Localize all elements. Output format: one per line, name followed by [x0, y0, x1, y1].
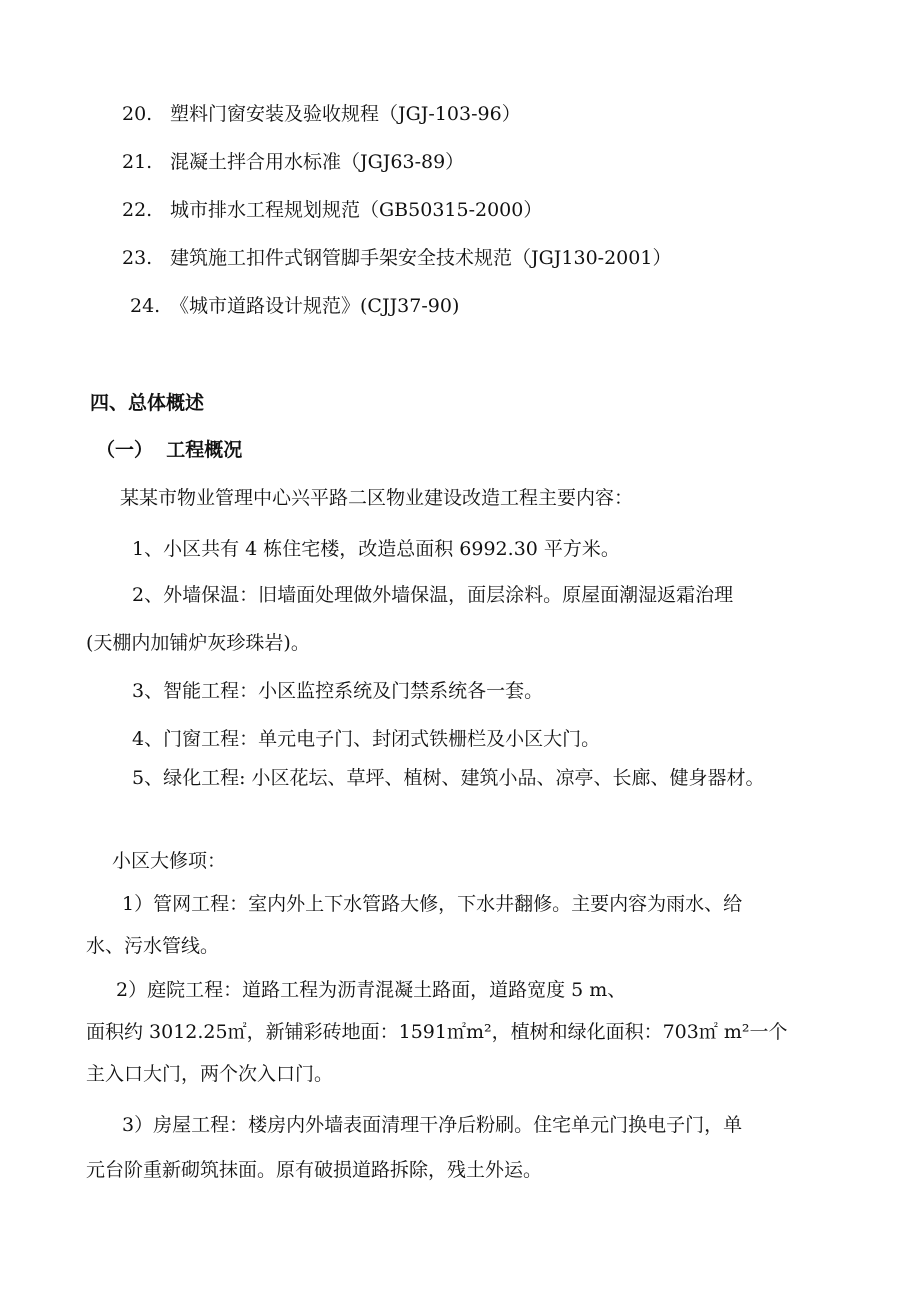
section-heading: 四、总体概述 [90, 392, 205, 414]
scope-item: 4、门窗工程：单元电子门、封闭式铁栅栏及小区大门。 [132, 728, 601, 750]
reference-text: 《城市道路设计规范》(CJJ37-90) [170, 295, 460, 317]
scope-item: 3、智能工程：小区监控系统及门禁系统各一套。 [132, 680, 544, 702]
repair-item-continuation: 水、污水管线。 [86, 935, 220, 957]
repair-item-continuation: 元台阶重新砌筑抹面。原有破损道路拆除，残土外运。 [86, 1159, 543, 1181]
reference-item [122, 246, 671, 270]
reference-item [122, 150, 464, 174]
subsection-heading: （一） 工程概况 [96, 439, 243, 461]
reference-text: 城市排水工程规划规范（GB50315-2000） [170, 199, 543, 221]
scope-item: 1、小区共有 4 栋住宅楼，改造总面积 6992.30 平方米。 [132, 538, 620, 560]
reference-item [122, 102, 521, 126]
reference-number: 20. [122, 103, 153, 125]
reference-text: 建筑施工扣件式钢管脚手架安全技术规范（JGJ130-2001） [170, 247, 672, 269]
repairs-heading: 小区大修项： [112, 850, 227, 872]
reference-number: 21. [122, 151, 153, 173]
repair-item: 2）庭院工程：道路工程为沥青混凝土路面，道路宽度 5 m、 [116, 979, 627, 1001]
repair-item: 1）管网工程：室内外上下水管路大修，下水井翻修。主要内容为雨水、给 [122, 893, 743, 915]
reference-text: 塑料门窗安装及验收规程（JGJ-103-96） [170, 103, 521, 125]
intro-paragraph: 某某市物业管理中心兴平路二区物业建设改造工程主要内容： [120, 487, 634, 509]
reference-number: 24. [130, 295, 161, 317]
scope-item: 2、外墙保温：旧墙面处理做外墙保温，面层涂料。原屋面潮湿返霜治理 [132, 584, 734, 606]
reference-item [130, 294, 459, 318]
repair-item: 3）房屋工程：楼房内外墙表面清理干净后粉刷。住宅单元门换电子门，单 [122, 1114, 743, 1136]
reference-text: 混凝土拌合用水标准（JGJ63-89） [170, 151, 465, 173]
reference-number: 23. [122, 247, 153, 269]
repair-item-continuation: 主入口大门，两个次入口门。 [86, 1063, 334, 1085]
reference-number: 22. [122, 199, 153, 221]
scope-item: 5、绿化工程: 小区花坛、草坪、植树、建筑小品、凉亭、长廊、健身器材。 [132, 767, 765, 789]
scope-item-continuation: (天棚内加铺炉灰珍珠岩)。 [86, 632, 310, 654]
repair-item-continuation: 面积约 3012.25㎡，新铺彩砖地面：1591㎡m²，植树和绿化面积：703㎡ m²一个 [86, 1021, 788, 1043]
reference-item [122, 198, 542, 222]
